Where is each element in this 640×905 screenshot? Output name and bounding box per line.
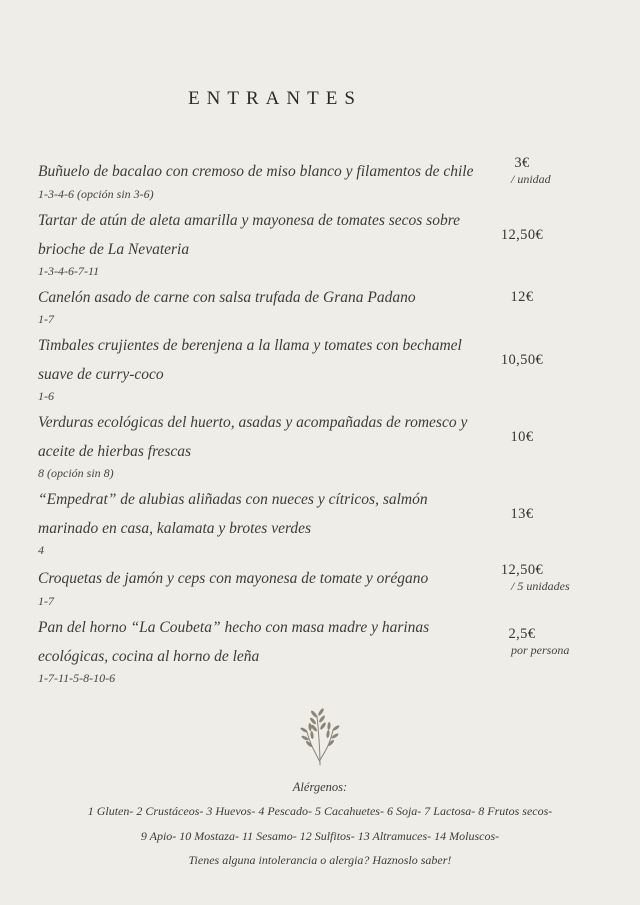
- dish-name-line: Canelón asado de carne con salsa trufada de Grana Padano: [38, 289, 416, 306]
- allergen-codes: 1-7: [38, 312, 54, 326]
- dish-name-line: brioche de La Nevateria: [38, 241, 190, 258]
- dish-name: [38, 331, 495, 389]
- dish-name: [38, 613, 495, 671]
- menu-item: [38, 485, 640, 560]
- menu-item: [38, 283, 640, 329]
- price-block: [495, 227, 640, 244]
- menu-item: [38, 613, 640, 688]
- dish-name: [38, 485, 495, 543]
- price: 12,50€: [500, 562, 544, 578]
- price: 3€: [514, 155, 530, 171]
- dish-name-line: “Empedrat” de alubias aliñadas con nueces y cítricos, salmón: [38, 491, 428, 508]
- dish-name-line: aceite de hierbas frescas: [38, 443, 192, 460]
- page-title: ENTRANTES: [188, 88, 362, 109]
- dish-name-line: suave de curry-coco: [38, 366, 164, 383]
- menu-item-list: [38, 155, 640, 688]
- botanical-sprig-icon: [297, 702, 343, 766]
- price: 13€: [510, 505, 534, 522]
- price-block: [495, 562, 640, 594]
- dish-name-line: Croquetas de jamón y ceps con mayonesa de tomate y orégano: [38, 569, 429, 587]
- price-block: [495, 626, 640, 658]
- price-note: / 5 unidades: [511, 579, 570, 593]
- price: 10,50€: [500, 351, 544, 368]
- allergen-codes: 1-3-4-6 (opción sin 3-6): [38, 187, 154, 201]
- allergen-intolerance-note: Tienes alguna intolerancia o alergia? Haznoslo saber!: [188, 853, 452, 867]
- dish-name-line: marinado en casa, kalamata y brotes verdes: [38, 520, 312, 537]
- price-note: por persona: [511, 643, 570, 657]
- price-block: [495, 506, 640, 523]
- price: 2,5€: [508, 626, 536, 642]
- dish-name: [38, 283, 495, 312]
- menu-item: [38, 155, 640, 204]
- dish-name-line: Tartar de atún de aleta amarilla y mayonesa de tomates secos sobre: [38, 212, 461, 229]
- decoration: [0, 702, 640, 771]
- allergen-codes: 8 (opción sin 8): [38, 466, 114, 480]
- allergen-legend-line: 1 Gluten- 2 Crustáceos- 3 Huevos- 4 Pescado- 5 Cacahuetes- 6 Soja- 7 Lactosa- 8 Frutos secos-: [87, 804, 553, 818]
- dish-name: [38, 564, 495, 593]
- allergen-legend-heading: Alérgenos:: [292, 780, 348, 794]
- dish-name: [38, 206, 495, 264]
- allergen-codes: 1-7: [38, 594, 54, 608]
- dish-name-line: Pan del horno “La Coubeta” hecho con masa madre y harinas: [38, 619, 430, 636]
- dish-name: [38, 157, 495, 186]
- dish-name-line: Timbales crujientes de berenjena a la llama y tomates con bechamel: [38, 337, 462, 354]
- allergen-legend-line: 9 Apio- 10 Mostaza- 11 Sesamo- 12 Sulfitos- 13 Altramuces- 14 Moluscos-: [140, 828, 500, 843]
- price-note: / unidad: [511, 172, 551, 186]
- menu-item: [38, 331, 640, 406]
- allergen-codes: 1-7-11-5-8-10-6: [38, 671, 116, 685]
- allergen-legend: [0, 775, 640, 873]
- price: 12,50€: [500, 226, 544, 243]
- price-block: [495, 289, 640, 306]
- dish-name-line: ecológicas, cocina al horno de leña: [38, 648, 260, 665]
- dish-name-line: Buñuelo de bacalao con cremoso de miso blanco y filamentos de chile: [38, 162, 474, 180]
- menu-item: [38, 408, 640, 483]
- dish-name-line: Verduras ecológicas del huerto, asadas y acompañadas de romesco y: [38, 414, 468, 431]
- price: 12€: [510, 289, 534, 305]
- price: 10€: [510, 428, 534, 445]
- dish-name: [38, 408, 495, 466]
- price-block: [495, 429, 640, 446]
- allergen-codes: 1-6: [38, 389, 54, 403]
- price-block: [495, 155, 640, 187]
- price-block: [495, 352, 640, 369]
- allergen-codes: 4: [38, 543, 44, 557]
- menu-item: [38, 206, 640, 281]
- menu-item: [38, 562, 640, 611]
- allergen-codes: 1-3-4-6-7-11: [38, 264, 100, 278]
